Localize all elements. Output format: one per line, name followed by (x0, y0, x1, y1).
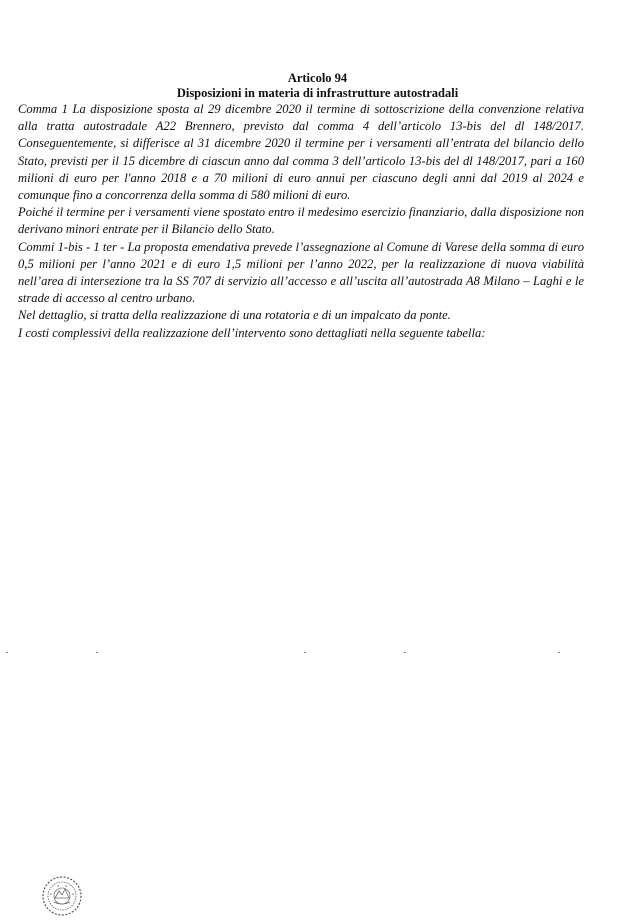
scan-artifact (304, 652, 306, 653)
article-title: Articolo 94 (287, 71, 348, 85)
paragraph-dettaglio: Nel dettaglio, si tratta della realizzazione di una rotatoria e di un impalcato da ponte. (18, 308, 451, 323)
scan-artifact (404, 652, 406, 653)
paragraph-costi: I costi complessivi della realizzazione dell’intervento sono dettagliati nella seguente tabella: (18, 325, 486, 340)
scan-artifact (558, 652, 560, 653)
article-subtitle: Disposizioni in materia di infrastrutture autostradali (176, 86, 459, 100)
paragraph-comma-1: Comma 1 La disposizione sposta al 29 dicembre 2020 il termine di sottoscrizione della convenzione relativa alla tratta autostradale A22 Brennero, previsto dal comma 4 dell’articolo 13-bis del dl 148/2017. Conseguentemente, si differisce al 31 dicembre 2020 il termine per i versamenti all’entrata del bilancio dello Stato, previsti per il 15 dicembre di ciascun anno dal comma 3 dell’articolo 13-bis del dl 148/2017, pari a 160 milioni di euro per l'anno 2018 e a 70 milioni di euro annui per ciascuno degli anni dal 2019 al 2024 e comunque fino a concorrenza della somma di 580 milioni di euro. (18, 102, 584, 203)
paragraph-commi-1bis-1ter: Commi 1-bis - 1 ter - La proposta emendativa prevede l’assegnazione al Comune di Varese della somma di euro 0,5 milioni per l’anno 2021 e di euro 1,5 milioni per l’anno 2022, per la realizzazione di nuova viabilità nell’area di intersezione tra la SS 707 di servizio all’accesso e all’uscita all’autostrada A8 Milano – Laghi e le strade di accesso al centro urbano. (18, 239, 584, 306)
paragraph-versamenti: Poiché il termine per i versamenti viene spostato entro il medesimo esercizio finanziario, dalla disposizione non derivano minori entrate per il Bilancio dello Stato. (18, 205, 584, 237)
scan-artifact (6, 652, 8, 653)
scan-artifact (96, 652, 98, 653)
official-stamp-icon (40, 874, 84, 918)
article-body (18, 101, 584, 342)
